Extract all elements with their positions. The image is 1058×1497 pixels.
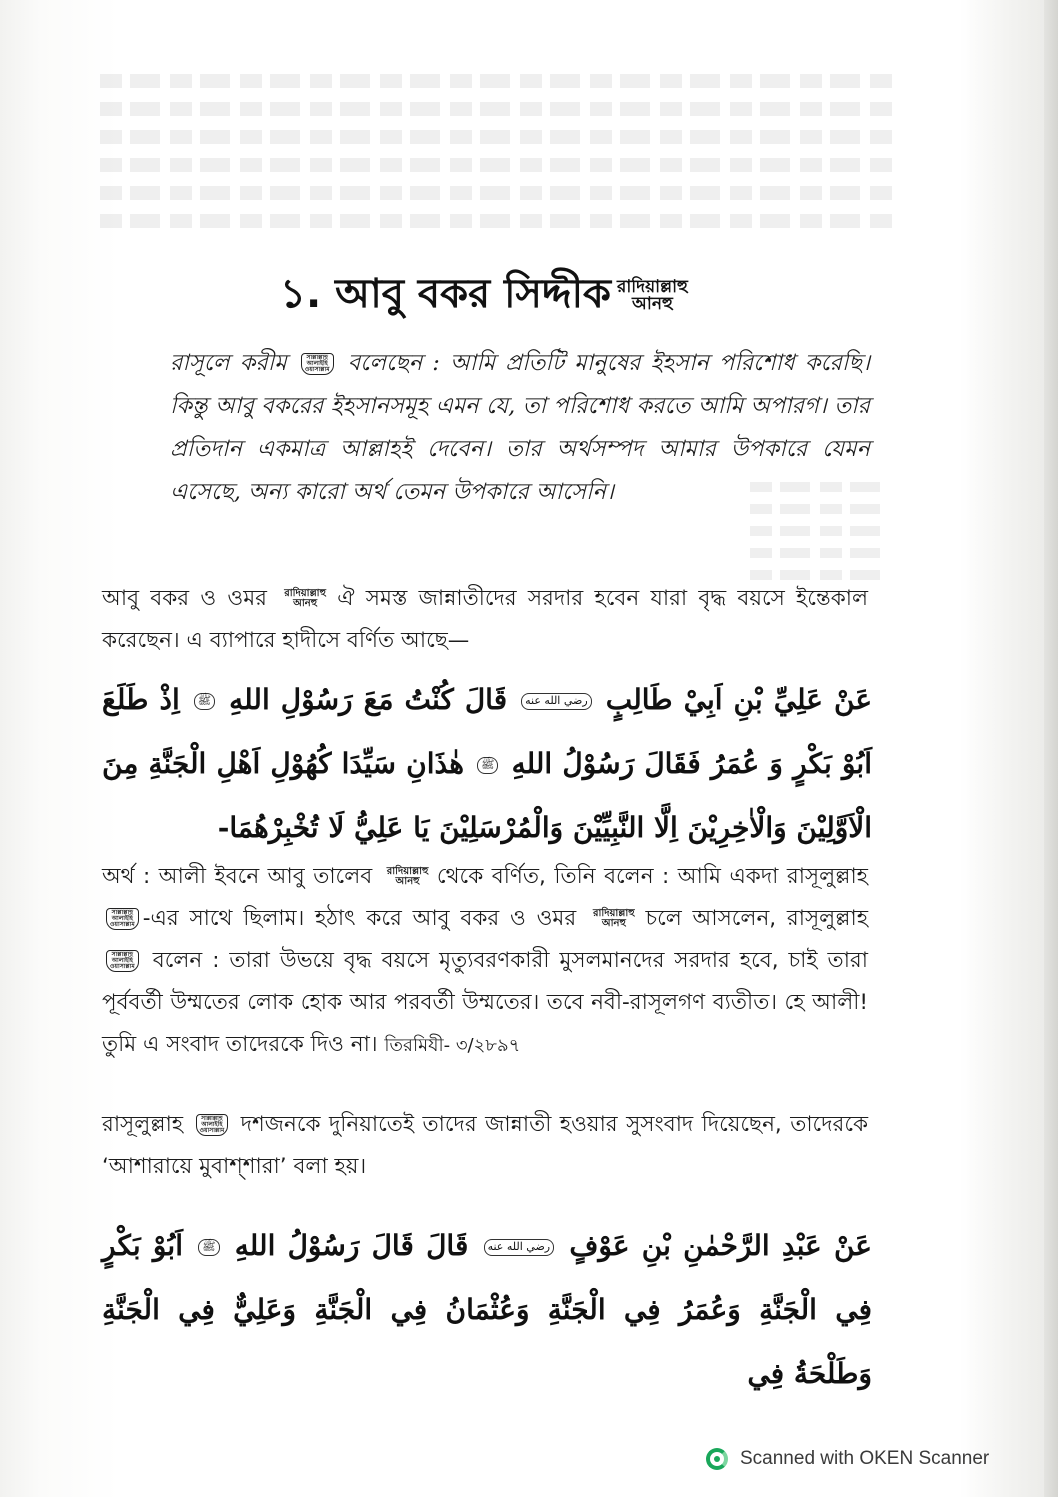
citation: তিরমিযী- ৩/২৮৯৭	[384, 1035, 521, 1056]
paragraph-text: -এর সাথে ছিলাম। হঠাৎ করে আবু বকর ও ওমর	[142, 906, 577, 931]
quote-text-1: রাসূলে করীম	[170, 350, 287, 376]
salallahu-alaihi-wasallam-seal: সাল্লাল্লাহু আলাইহি ওয়াসাল্লাম	[301, 353, 334, 376]
paragraph-text: থেকে বর্ণিত, তিনি বলেন : আমি একদা রাসূলুল্লাহ	[436, 864, 868, 889]
honorific-radiallahu-anhu: রাদিয়াল্লাহু আনহু	[386, 866, 429, 887]
arabic-text: قَالَ كُنْتُ مَعَ رَسُوْلِ اللهِ	[229, 683, 508, 716]
salallahu-alaihi-wasallam-seal: সাল্লাল্লাহু আলাইহি ওয়াসাল্লাম	[196, 1114, 229, 1137]
arabic-text: قَالَ قَالَ رَسُوْلُ اللهِ	[234, 1229, 469, 1262]
arabic-text: اِذْ طَلَعَ اَبُوْ بَكْرٍ وَ عُمَرُ فَقَالَ رَسُوْلُ اللهِ	[102, 683, 873, 780]
arabic-text: اَبُوْ بَكْرٍ فِي الْجَنَّةِ وَعُمَرُ فِي الْجَنَّةِ وَعُثْمَانُ فِي الْجَنَّةِ وَعَلِيٌّ فِي الْجَنَّةِ وَطَلْحَةُ فِي	[102, 1229, 872, 1390]
quote-block	[170, 342, 870, 514]
arabic-text: هٰذَانِ سَيِّدَا كُهُوْلِ اَهْلِ الْجَنَّةِ مِنَ الْاَوَّلِيْنَ وَالْاٰخِرِيْنَ اِلَّا النَّبِيِّيْنَ وَالْمُرْسَلِيْنَ يَا عَلِيُّ لَا تُخْبِرْهُمَا-	[102, 747, 872, 844]
arabic-text: عَنْ عَبْدِ الرَّحْمٰنِ بْنِ عَوْفٍ	[569, 1229, 873, 1262]
arabic-honorific-saw: ﷺ	[194, 693, 215, 709]
arabic-honorific-saw: ﷺ	[477, 757, 498, 773]
honorific-radiallahu-anhu: রাদিয়াল্লাহু আনহু	[592, 908, 635, 929]
arabic-honorific-ra: رضي الله عنه	[484, 1239, 555, 1255]
paragraph-text: অর্থ : আলী ইবনে আবু তালেব	[102, 864, 373, 889]
honorific-radiallahu-anhu: রাদিয়াল্লাহু আনহু	[617, 277, 688, 314]
paragraph-ashara-mubashshara	[102, 1104, 868, 1188]
oken-scanner-logo-icon	[706, 1448, 728, 1470]
salallahu-alaihi-wasallam-seal: সাল্লাল্লাহু আলাইহি ওয়াসাল্লাম	[106, 950, 139, 973]
salallahu-alaihi-wasallam-seal: সাল্লাল্লাহু আলাইহি ওয়াসাল্লাম	[106, 908, 139, 931]
page-edge-shadow	[1044, 0, 1058, 1497]
paragraph-text: চলে আসলেন, রাসূলুল্লাহ	[645, 906, 868, 931]
arabic-text: عَنْ عَلِيِّ بْنِ اَبِيْ طَالِبٍ	[605, 683, 873, 716]
paragraph-text: ঐ সমস্ত জান্নাতীদের সরদার হবেন যারা বৃদ্ধ বয়সে ইন্তেকাল করেছেন। এ ব্যাপারে হাদীসে বর্ণিত আছে—	[102, 586, 868, 653]
quote-text-2: বলেছেন : আমি প্রতিটি মানুষের ইহসান পরিশোধ করেছি। কিন্তু আবু বকরের ইহসানসমূহ এমন যে, তা পরিশোধ করতে আমি অপারগ। তার প্রতিদান একমাত্র আল্লাহই দেবেন। তার অর্থসম্পদ আমার উপকারে যেমন এসেছে, অন্য কারো অর্থ তেমন উপকারে আসেনি।	[170, 350, 871, 505]
section-heading	[280, 262, 688, 329]
paragraph-text: বলেন : তারা উভয়ে বৃদ্ধ বয়সে মৃত্যুবরণকারী মুসলমানদের সরদার হবে, চাই তারা পূর্ববর্তী উম্মতের লোক হোক আর পরবর্তী উম্মতের। তবে নবী-রাসূলগণ ব্যতীত। হে আলী! তুমি এ সংবাদ তাদেরকে দিও না।	[102, 948, 868, 1057]
paragraph-text: রাসূলুল্লাহ	[102, 1112, 184, 1137]
arabic-hadith-1	[102, 668, 872, 860]
arabic-honorific-ra: رضي الله عنه	[521, 693, 592, 709]
paragraph-text: আবু বকর ও ওমর	[102, 586, 268, 611]
paragraph-translation	[102, 856, 868, 1067]
bleed-through-text-top	[100, 60, 900, 270]
honorific-radiallahu-anhu: রাদিয়াল্লাহু আনহু	[284, 588, 326, 609]
scanner-watermark	[706, 1448, 989, 1470]
paragraph-intro	[102, 578, 868, 662]
arabic-honorific-saw: ﷺ	[198, 1239, 219, 1255]
scanner-label: Scanned with OKEN Scanner	[740, 1448, 990, 1469]
arabic-hadith-2	[102, 1214, 872, 1406]
heading-title: ১. আবু বকর সিদ্দীক	[280, 271, 611, 317]
paragraph-text: দশজনকে দুনিয়াতেই তাদের জান্নাতী হওয়ার সুসংবাদ দিয়েছেন, তাদেরকে ‘আশারায়ে মুবাশ্শারা’ বলা হয়।	[102, 1112, 869, 1179]
